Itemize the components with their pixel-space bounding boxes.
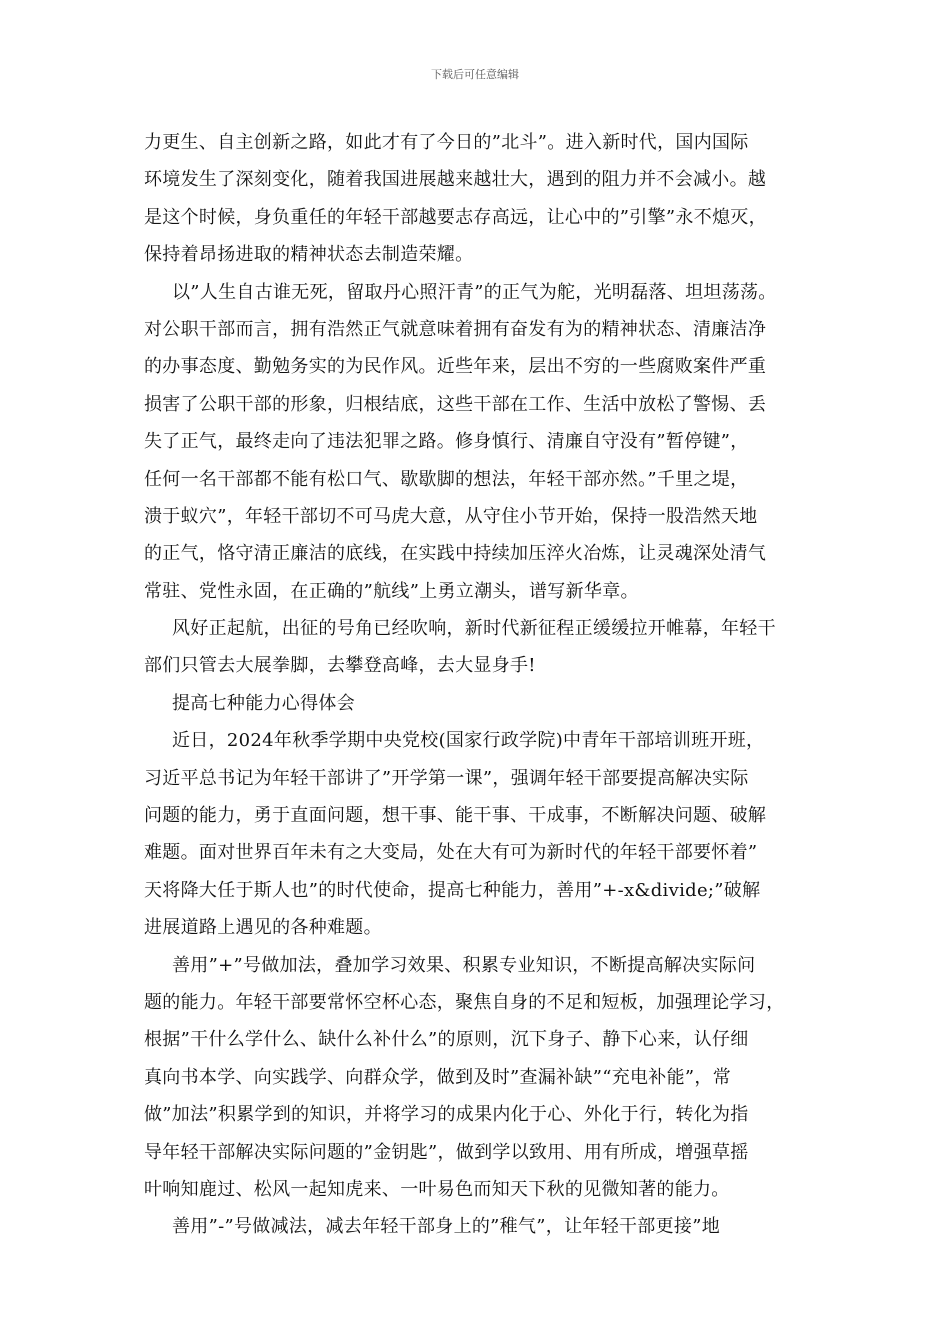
- text-line: 难题。面对世界百年未有之大变局，处在大有可为新时代的年轻干部要怀着”: [144, 842, 758, 864]
- text-line: 是这个时候，身负重任的年轻干部越要志存高远，让心中的”引擎”永不熄灭，: [144, 206, 767, 228]
- text-line: 对公职干部而言，拥有浩然正气就意味着拥有奋发有为的精神状态、清廉洁净: [144, 318, 767, 340]
- text-line: 问题的能力，勇于直面问题，想干事、能干事、干成事，不断解决问题、破解: [144, 805, 767, 827]
- text-line: 善用”+”号做加法，叠加学习效果、积累专业知识，不断提高解决实际问: [172, 954, 756, 976]
- body-text: [144, 124, 810, 1246]
- text-line: 的正气，恪守清正廉洁的底线，在实践中持续加压淬火冶炼，让灵魂深处清气: [144, 543, 767, 565]
- text-line: 导年轻干部解决实际问题的”金钥匙”，做到学以致用、用有所成，增强草摇: [144, 1141, 749, 1163]
- text-line: 溃于蚁穴”，年轻干部切不可马虎大意，从守住小节开始，保持一股浩然天地: [144, 505, 758, 527]
- text-line: 叶响知鹿过、松风一起知虎来、一叶易色而知天下秋的见微知著的能力。: [144, 1178, 730, 1200]
- text-line: 保持着昂扬进取的精神状态去制造荣耀。: [144, 244, 474, 266]
- text-line: 近日，2024年秋季学期中央党校(国家行政学院)中青年干部培训班开班，: [172, 730, 765, 752]
- text-line: 天将降大任于斯人也”的时代使命，提高七种能力，善用”+-x&divide;”破解: [144, 879, 761, 901]
- text-line: 真向书本学、向实践学、向群众学，做到及时”查漏补缺”“充电补能”，常: [144, 1066, 732, 1088]
- text-line: 力更生、自主创新之路，如此才有了今日的”北斗”。进入新时代，国内国际: [144, 132, 749, 153]
- text-line: 部们只管去大展拳脚，去攀登高峰，去大显身手!: [144, 655, 536, 677]
- text-line: 以”人生自古谁无死，留取丹心照汗青”的正气为舵，光明磊落、坦坦荡荡。: [172, 281, 777, 303]
- text-line: 常驻、党性永固，在正确的”航线”上勇立潮头，谱写新华章。: [144, 580, 639, 602]
- text-line: 失了正气，最终走向了违法犯罪之路。修身慎行、清廉自守没有”暂停键”，: [144, 431, 749, 453]
- text-line: 任何一名干部都不能有松口气、歇歇脚的想法，年轻干部亦然。”千里之堤，: [144, 468, 749, 490]
- text-line: 损害了公职干部的形象，归根结底，这些干部在工作、生活中放松了警惕、丢: [144, 393, 767, 415]
- text-line: 习近平总书记为年轻干部讲了”开学第一课”，强调年轻干部要提高解决实际: [144, 767, 749, 789]
- text-line: 的办事态度、勤勉务实的为民作风。近些年来，层出不穷的一些腐败案件严重: [144, 356, 767, 378]
- text-line: 风好正起航，出征的号角已经吹响，新时代新征程正缓缓拉开帷幕，年轻干: [172, 618, 776, 640]
- text-line: 进展道路上遇见的各种难题。: [144, 917, 382, 939]
- text-line: 做”加法”积累学到的知识，并将学习的成果内化于心、外化于行，转化为指: [144, 1104, 749, 1126]
- section-title: 提高七种能力心得体会: [172, 692, 355, 714]
- text-line: 环境发生了深刻变化，随着我国进展越来越壮大，遇到的阻力并不会减小。越: [144, 169, 767, 191]
- page-header: 下载后可任意编辑: [431, 68, 519, 81]
- text-line: 善用”-”号做减法，减去年轻干部身上的”稚气”，让年轻干部更接”地: [172, 1216, 720, 1238]
- text-line: 题的能力。年轻干部要常怀空杯心态，聚焦自身的不足和短板，加强理论学习，: [144, 991, 785, 1013]
- text-line: 根据”干什么学什么、缺什么补什么”的原则，沉下身子、静下心来，认仔细: [144, 1029, 749, 1051]
